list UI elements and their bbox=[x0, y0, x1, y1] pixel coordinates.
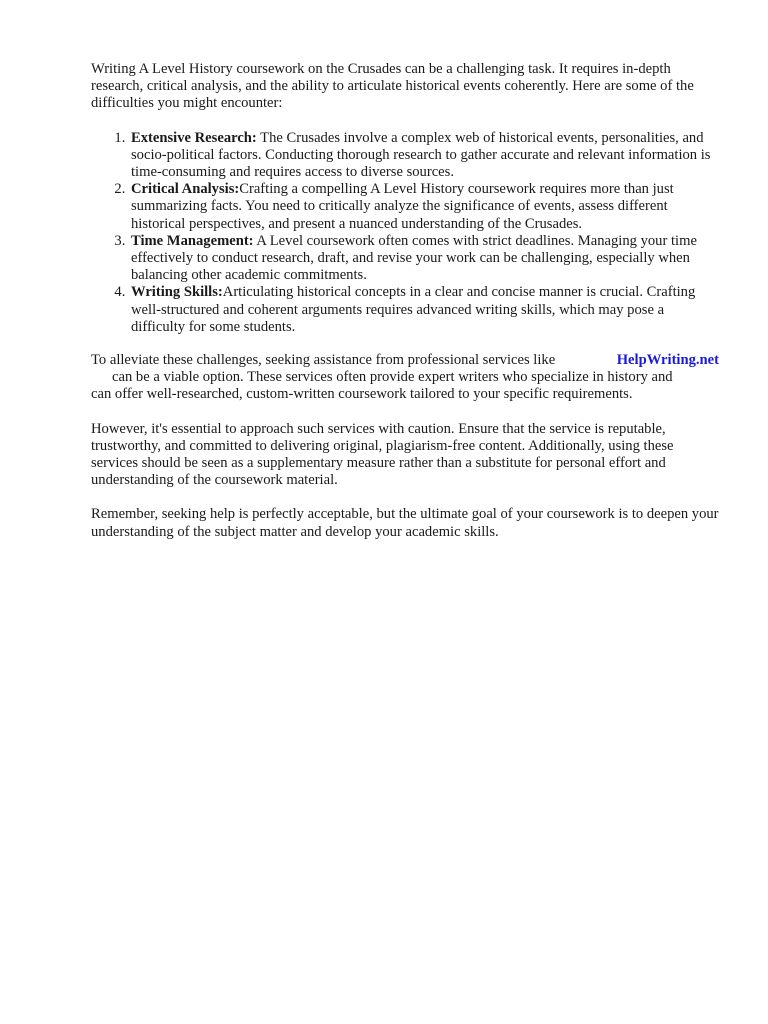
caution-paragraph: However, it's essential to approach such services with caution. Ensure that the service is reputable, trustworthy, and committed to delivering original, plagiarism-free content. Additionally, using these services should be seen as a supplementary measure rather than a substitute for personal effort and understanding of the coursework material. bbox=[91, 420, 674, 489]
difficulties-list bbox=[91, 130, 721, 336]
list-item-text: Crafting a compelling A Level History coursework requires more than just summarizing facts. You need to critically analyze the significance of events, assess different historical perspectives, and present a nuanced understanding of the Crusades. bbox=[131, 181, 674, 232]
list-item-text: A Level coursework often comes with strict deadlines. Managing your time effectively to conduct research, draft, and revise your work can be challenging, especially when balancing other academic commitments. bbox=[131, 232, 697, 284]
list-item-title: Critical Analysis: bbox=[131, 181, 240, 198]
list-item-text: The Crusades involve a complex web of historical events, personalities, and socio-political factors. Conducting thorough research to gather accurate and relevant information is time-consuming and requires access to diverse sources. bbox=[131, 129, 711, 181]
helpwriting-link[interactable]: HelpWriting.net bbox=[616, 352, 719, 369]
closing-paragraph: Remember, seeking help is perfectly acceptable, but the ultimate goal of your coursework is to deepen your understanding of the subject matter and develop your academic skills. bbox=[91, 506, 719, 540]
assistance-first-line bbox=[91, 352, 719, 369]
list-item-title: Writing Skills: bbox=[131, 284, 223, 301]
list-item-extensive-research bbox=[129, 130, 721, 182]
assistance-last-line-text: can offer well-researched, custom-written coursework tailored to your specific requirements. bbox=[91, 386, 633, 403]
intro-paragraph: Writing A Level History coursework on the Crusades can be a challenging task. It requires in-depth research, critical analysis, and the ability to articulate historical events coherently. Here are some of the difficulties you might encounter: bbox=[91, 61, 694, 112]
document-page bbox=[91, 61, 721, 558]
list-item-time-management bbox=[129, 233, 721, 285]
list-item-title: Time Management: bbox=[131, 232, 254, 249]
list-item-writing-skills bbox=[129, 284, 721, 336]
list-item-title: Extensive Research: bbox=[131, 129, 257, 146]
assistance-lead-text: To alleviate these challenges, seeking assistance from professional services like bbox=[91, 352, 556, 369]
assistance-paragraph bbox=[91, 352, 721, 404]
assistance-continuation-text: can be a viable option. These services often provide expert writers who specialize in history and bbox=[112, 369, 673, 386]
list-item-critical-analysis bbox=[129, 181, 721, 233]
list-item-text: Articulating historical concepts in a clear and concise manner is crucial. Crafting well-structured and coherent arguments requires advanced writing skills, which may pose a difficulty for some students. bbox=[131, 284, 696, 335]
